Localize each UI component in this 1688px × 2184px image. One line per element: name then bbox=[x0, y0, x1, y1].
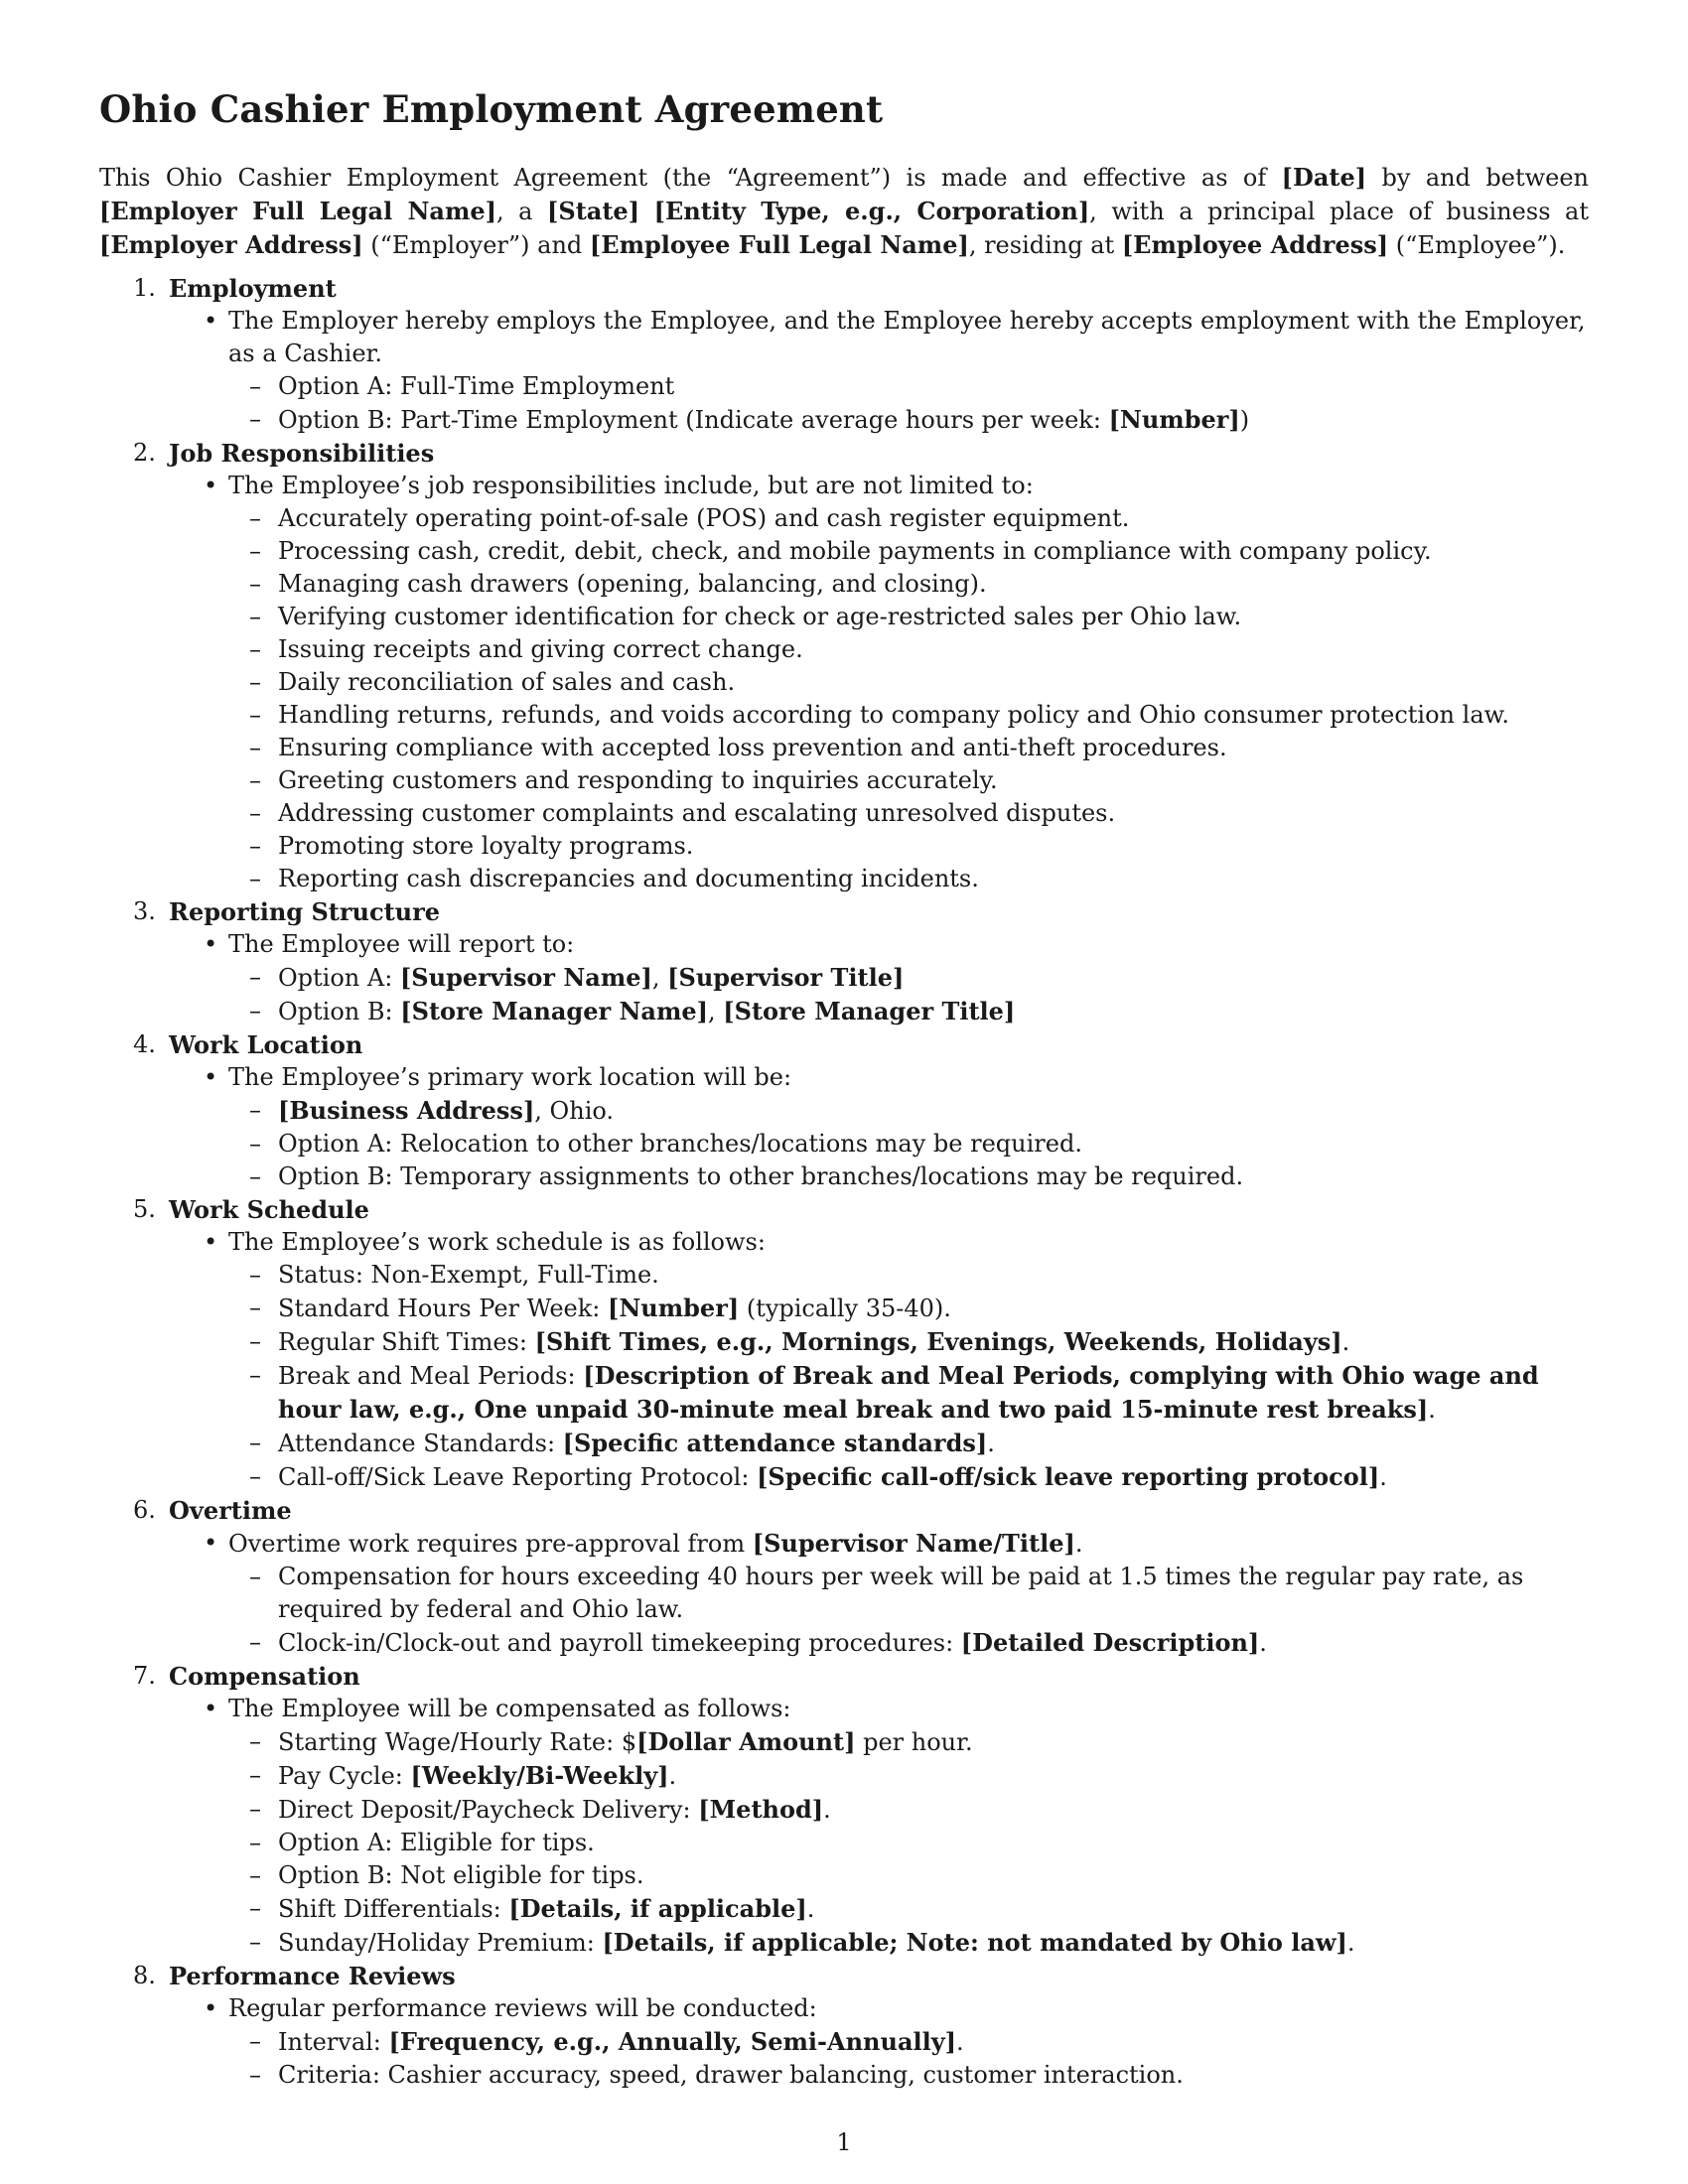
dash-icon: – bbox=[249, 668, 261, 696]
placeholder-field: [Supervisor Name/Title] bbox=[752, 1529, 1075, 1558]
bullet-icon: • bbox=[204, 1994, 218, 2022]
placeholder-field: [Employee Address] bbox=[1121, 230, 1389, 259]
section-1 bbox=[133, 272, 1589, 437]
dash-icon: – bbox=[249, 1361, 261, 1389]
bullet-item bbox=[204, 1061, 1589, 1193]
text-run: , residing at bbox=[968, 231, 1122, 259]
text-run: Compensation for hours exceeding 40 hours per week will be paid at 1.5 times the regular pay rate, as required by federal and Ohio law. bbox=[278, 1563, 1524, 1623]
sub-list bbox=[228, 1561, 1589, 1660]
bullet-item bbox=[204, 470, 1589, 895]
dash-icon: – bbox=[249, 963, 261, 991]
list-item bbox=[249, 1759, 1589, 1793]
section-number: 2. bbox=[133, 439, 156, 467]
text-run: Overtime work requires pre-approval from bbox=[228, 1530, 753, 1558]
dash-icon: – bbox=[249, 1928, 261, 1956]
section-title: Work Schedule bbox=[169, 1195, 369, 1224]
placeholder-field: [Description of Break and Meal Periods, complying with Ohio wage and hour law, e.g., One unpaid 30-minute meal break and two paid 15-minute rest breaks] bbox=[278, 1361, 1539, 1424]
placeholder-field: [Specific call-off/sick leave reporting protocol] bbox=[757, 1462, 1380, 1491]
bullet-item bbox=[204, 1527, 1589, 1660]
bullet-text bbox=[228, 1992, 1589, 2025]
text-run: Call-off/Sick Leave Reporting Protocol: bbox=[278, 1463, 758, 1491]
text-run: Regular Shift Times: bbox=[278, 1328, 535, 1356]
dash-icon: – bbox=[249, 603, 261, 630]
text-run: . bbox=[1379, 1463, 1387, 1491]
text-run: Criteria: Cashier accuracy, speed, drawer balancing, customer interaction. bbox=[278, 2061, 1184, 2089]
placeholder-field: [Dollar Amount] bbox=[636, 1727, 856, 1756]
text-run: . bbox=[806, 1895, 815, 1923]
section-list bbox=[99, 272, 1589, 2092]
text-run: Issuing receipts and giving correct change. bbox=[278, 635, 803, 663]
text-run: . bbox=[1346, 1929, 1355, 1957]
bullet-list bbox=[169, 1527, 1589, 1660]
text-run: Option B: Temporary assignments to other branches/locations may be required. bbox=[278, 1162, 1244, 1190]
placeholder-field: [Employee Full Legal Name] bbox=[589, 230, 969, 259]
bullet-item bbox=[204, 1992, 1589, 2092]
text-run: The Employee will be compensated as follows: bbox=[228, 1695, 791, 1722]
text-run: , a bbox=[496, 198, 548, 225]
list-item bbox=[249, 666, 1589, 699]
dash-icon: – bbox=[249, 1829, 261, 1856]
text-run: Processing cash, credit, debit, check, and mobile payments in compliance with company policy. bbox=[278, 537, 1432, 565]
section-number: 5. bbox=[133, 1195, 156, 1223]
text-run: Shift Differentials: bbox=[278, 1895, 509, 1923]
dash-icon: – bbox=[249, 537, 261, 565]
text-run: Attendance Standards: bbox=[278, 1430, 563, 1457]
bullet-icon: • bbox=[204, 1695, 218, 1722]
bullet-icon: • bbox=[204, 1228, 218, 1256]
text-run: Addressing customer complaints and escalating unresolved disputes. bbox=[278, 799, 1116, 827]
dash-icon: – bbox=[249, 1727, 261, 1755]
list-item bbox=[249, 403, 1589, 437]
dash-icon: – bbox=[249, 865, 261, 892]
text-run: Reporting cash discrepancies and documenting incidents. bbox=[278, 865, 979, 892]
text-run: by and between bbox=[1366, 164, 1590, 192]
bullet-text bbox=[228, 1527, 1589, 1561]
section-5 bbox=[133, 1193, 1589, 1494]
bullet-icon: • bbox=[204, 930, 218, 958]
bullet-icon: • bbox=[204, 472, 218, 499]
bullet-list bbox=[169, 1226, 1589, 1494]
list-item bbox=[249, 1626, 1589, 1660]
text-run: , bbox=[651, 964, 668, 992]
text-run: , bbox=[707, 998, 724, 1025]
dash-icon: – bbox=[249, 997, 261, 1024]
placeholder-field: [Weekly/Bi-Weekly] bbox=[410, 1761, 669, 1790]
list-item bbox=[249, 830, 1589, 863]
bullet-text bbox=[228, 305, 1589, 370]
section-title: Reporting Structure bbox=[169, 897, 441, 926]
list-item bbox=[249, 1793, 1589, 1827]
document-page bbox=[99, 87, 1589, 2092]
dash-icon: – bbox=[249, 1894, 261, 1922]
bullet-text bbox=[228, 1061, 1589, 1094]
text-run: Accurately operating point-of-sale (POS) and cash register equipment. bbox=[278, 504, 1130, 532]
bullet-item bbox=[204, 305, 1589, 437]
text-run: Regular performance reviews will be conducted: bbox=[228, 1994, 817, 2022]
list-item bbox=[249, 502, 1589, 535]
section-3 bbox=[133, 895, 1589, 1028]
text-run: Sunday/Holiday Premium: bbox=[278, 1929, 603, 1957]
bullet-list bbox=[169, 1061, 1589, 1193]
list-item bbox=[249, 568, 1589, 601]
text-run: Starting Wage/Hourly Rate: $ bbox=[278, 1728, 637, 1756]
placeholder-field: [Supervisor Name] bbox=[399, 963, 652, 992]
text-run: , Ohio. bbox=[534, 1097, 615, 1125]
list-item bbox=[249, 1292, 1589, 1325]
bullet-list bbox=[169, 1693, 1589, 1960]
list-item bbox=[249, 1926, 1589, 1960]
placeholder-field: [Shift Times, e.g., Mornings, Evenings, Weekends, Holidays] bbox=[534, 1327, 1342, 1356]
text-run: ) bbox=[1239, 406, 1250, 434]
section-title: Performance Reviews bbox=[169, 1962, 456, 1990]
list-item bbox=[249, 370, 1589, 403]
dash-icon: – bbox=[249, 504, 261, 532]
text-run: Status: Non-Exempt, Full-Time. bbox=[278, 1261, 659, 1289]
dash-icon: – bbox=[249, 2061, 261, 2089]
bullet-item bbox=[204, 928, 1589, 1028]
text-run: Option A: Full-Time Employment bbox=[278, 372, 675, 400]
list-item bbox=[249, 1094, 1589, 1128]
text-run: Daily reconciliation of sales and cash. bbox=[278, 668, 736, 696]
text-run: The Employee’s work schedule is as follows: bbox=[228, 1228, 766, 1256]
text-run: Option B: bbox=[278, 998, 401, 1025]
dash-icon: – bbox=[249, 1327, 261, 1355]
placeholder-field: [Business Address] bbox=[278, 1096, 535, 1125]
text-run: The Employee will report to: bbox=[228, 930, 575, 958]
placeholder-field: [Store Manager Name] bbox=[400, 997, 708, 1025]
text-run: (“Employee”). bbox=[1388, 231, 1566, 259]
section-2 bbox=[133, 437, 1589, 895]
section-number: 6. bbox=[133, 1496, 156, 1524]
bullet-text bbox=[228, 1226, 1589, 1259]
sub-list bbox=[228, 1259, 1589, 1494]
text-run: Option A: bbox=[278, 964, 400, 992]
text-run: . bbox=[987, 1430, 995, 1457]
section-number: 1. bbox=[133, 274, 156, 302]
bullet-list bbox=[169, 470, 1589, 895]
placeholder-field: [Details, if applicable; Note: not mandated by Ohio law] bbox=[602, 1928, 1347, 1957]
placeholder-field: [Number] bbox=[1108, 405, 1240, 434]
dash-icon: – bbox=[249, 1162, 261, 1190]
list-item bbox=[249, 1259, 1589, 1292]
list-item bbox=[249, 699, 1589, 732]
dash-icon: – bbox=[249, 405, 261, 433]
text-run: Verifying customer identification for check or age-restricted sales per Ohio law. bbox=[278, 603, 1242, 630]
dash-icon: – bbox=[249, 1096, 261, 1124]
text-run: . bbox=[1341, 1328, 1350, 1356]
bullet-icon: • bbox=[204, 1063, 218, 1091]
bullet-item bbox=[204, 1226, 1589, 1494]
dash-icon: – bbox=[249, 832, 261, 860]
bullet-text bbox=[228, 928, 1589, 961]
text-run bbox=[639, 198, 654, 225]
list-item bbox=[249, 1892, 1589, 1926]
list-item bbox=[249, 535, 1589, 568]
list-item bbox=[249, 2059, 1589, 2092]
list-item bbox=[249, 1460, 1589, 1494]
placeholder-field: [Store Manager Title] bbox=[723, 997, 1016, 1025]
section-number: 3. bbox=[133, 897, 156, 925]
text-run: Handling returns, refunds, and voids according to company policy and Ohio consumer protection law. bbox=[278, 701, 1509, 729]
text-run: Ensuring compliance with accepted loss prevention and anti-theft procedures. bbox=[278, 734, 1227, 761]
text-run: Managing cash drawers (opening, balancing, and closing). bbox=[278, 570, 987, 598]
text-run: The Employer hereby employs the Employee, and the Employee hereby accepts employment with the Employer, as a Cashier. bbox=[228, 307, 1586, 367]
dash-icon: – bbox=[249, 570, 261, 598]
list-item bbox=[249, 1359, 1589, 1427]
text-run: per hour. bbox=[855, 1728, 973, 1756]
list-item bbox=[249, 1128, 1589, 1160]
placeholder-field: [Specific attendance standards] bbox=[562, 1429, 988, 1457]
text-run: Break and Meal Periods: bbox=[278, 1362, 584, 1390]
placeholder-field: [Detailed Description] bbox=[960, 1628, 1260, 1657]
dash-icon: – bbox=[249, 1130, 261, 1158]
list-item bbox=[249, 1859, 1589, 1892]
text-run: Greeting customers and responding to inquiries accurately. bbox=[278, 766, 998, 794]
placeholder-field: [State] bbox=[547, 197, 640, 225]
dash-icon: – bbox=[249, 1563, 261, 1590]
sub-list bbox=[228, 961, 1589, 1028]
text-run: The Employee’s primary work location will be: bbox=[228, 1063, 792, 1091]
dash-icon: – bbox=[249, 1462, 261, 1490]
list-item bbox=[249, 961, 1589, 995]
document-title: Ohio Cashier Employment Agreement bbox=[99, 87, 884, 131]
section-title: Overtime bbox=[169, 1496, 292, 1525]
text-run: Direct Deposit/Paycheck Delivery: bbox=[278, 1796, 699, 1824]
placeholder-field: [Entity Type, e.g., Corporation] bbox=[653, 197, 1090, 225]
section-6 bbox=[133, 1494, 1589, 1660]
bullet-list bbox=[169, 1992, 1589, 2092]
bullet-text bbox=[228, 1693, 1589, 1725]
sub-list bbox=[228, 2025, 1589, 2092]
placeholder-field: [Number] bbox=[608, 1294, 740, 1322]
sub-list bbox=[228, 1094, 1589, 1193]
dash-icon: – bbox=[249, 766, 261, 794]
text-run: Pay Cycle: bbox=[278, 1762, 411, 1790]
bullet-list bbox=[169, 305, 1589, 437]
list-item bbox=[249, 764, 1589, 797]
placeholder-field: [Employer Full Legal Name] bbox=[99, 197, 496, 225]
text-run: . bbox=[1259, 1629, 1267, 1657]
dash-icon: – bbox=[249, 1628, 261, 1656]
bullet-item bbox=[204, 1693, 1589, 1960]
section-title: Employment bbox=[169, 274, 337, 303]
text-run: Option A: Relocation to other branches/locations may be required. bbox=[278, 1130, 1082, 1158]
dash-icon: – bbox=[249, 1795, 261, 1823]
sub-list bbox=[228, 502, 1589, 895]
placeholder-field: [Employer Address] bbox=[99, 230, 363, 259]
list-item bbox=[249, 633, 1589, 666]
list-item bbox=[249, 1160, 1589, 1193]
page-number: 1 bbox=[836, 2128, 852, 2156]
list-item bbox=[249, 732, 1589, 764]
section-number: 4. bbox=[133, 1030, 156, 1058]
dash-icon: – bbox=[249, 701, 261, 729]
dash-icon: – bbox=[249, 734, 261, 761]
text-run: The Employee’s job responsibilities include, but are not limited to: bbox=[228, 472, 1034, 499]
bullet-icon: • bbox=[204, 1529, 218, 1557]
section-title: Compensation bbox=[169, 1662, 360, 1691]
section-number: 8. bbox=[133, 1962, 156, 1989]
text-run: . bbox=[823, 1796, 831, 1824]
placeholder-field: [Supervisor Title] bbox=[667, 963, 905, 992]
list-item bbox=[249, 863, 1589, 895]
section-title: Job Responsibilities bbox=[169, 439, 435, 468]
bullet-text bbox=[228, 470, 1589, 502]
dash-icon: – bbox=[249, 1861, 261, 1889]
text-run: , with a principal place of business at bbox=[1089, 198, 1589, 225]
list-item bbox=[249, 995, 1589, 1028]
list-item bbox=[249, 2025, 1589, 2059]
bullet-list bbox=[169, 928, 1589, 1028]
dash-icon: – bbox=[249, 1261, 261, 1289]
list-item bbox=[249, 797, 1589, 830]
text-run: . bbox=[1074, 1530, 1083, 1558]
list-item bbox=[249, 1325, 1589, 1359]
placeholder-field: [Frequency, e.g., Annually, Semi-Annually] bbox=[388, 2027, 957, 2056]
placeholder-field: [Date] bbox=[1281, 163, 1367, 192]
placeholder-field: [Details, if applicable] bbox=[508, 1894, 807, 1923]
list-item bbox=[249, 601, 1589, 633]
text-run: . bbox=[668, 1762, 677, 1790]
section-7 bbox=[133, 1660, 1589, 1960]
text-run: Standard Hours Per Week: bbox=[278, 1295, 608, 1322]
text-run: . bbox=[1428, 1396, 1436, 1424]
dash-icon: – bbox=[249, 1294, 261, 1321]
section-8 bbox=[133, 1960, 1589, 2092]
text-run: Promoting store loyalty programs. bbox=[278, 832, 694, 860]
dash-icon: – bbox=[249, 1761, 261, 1789]
section-title: Work Location bbox=[169, 1030, 363, 1059]
dash-icon: – bbox=[249, 799, 261, 827]
section-4 bbox=[133, 1028, 1589, 1193]
text-run: Interval: bbox=[278, 2028, 389, 2056]
text-run: (“Employer”) and bbox=[362, 231, 590, 259]
text-run: Option B: Not eligible for tips. bbox=[278, 1861, 644, 1889]
bullet-icon: • bbox=[204, 307, 218, 335]
text-run: Clock-in/Clock-out and payroll timekeeping procedures: bbox=[278, 1629, 961, 1657]
list-item bbox=[249, 1561, 1589, 1626]
list-item bbox=[249, 1827, 1589, 1859]
intro-paragraph bbox=[99, 161, 1589, 262]
dash-icon: – bbox=[249, 372, 261, 400]
section-number: 7. bbox=[133, 1662, 156, 1690]
list-item bbox=[249, 1725, 1589, 1759]
text-run: This Ohio Cashier Employment Agreement (the “Agreement”) is made and effective as of bbox=[99, 164, 1282, 192]
text-run: Option B: Part-Time Employment (Indicate average hours per week: bbox=[278, 406, 1109, 434]
text-run: (typically 35-40). bbox=[739, 1295, 951, 1322]
dash-icon: – bbox=[249, 2027, 261, 2055]
list-item bbox=[249, 1427, 1589, 1460]
sub-list bbox=[228, 370, 1589, 437]
dash-icon: – bbox=[249, 1429, 261, 1456]
sub-list bbox=[228, 1725, 1589, 1960]
text-run: . bbox=[956, 2028, 964, 2056]
dash-icon: – bbox=[249, 635, 261, 663]
placeholder-field: [Method] bbox=[698, 1795, 824, 1824]
text-run: Option A: Eligible for tips. bbox=[278, 1829, 595, 1856]
